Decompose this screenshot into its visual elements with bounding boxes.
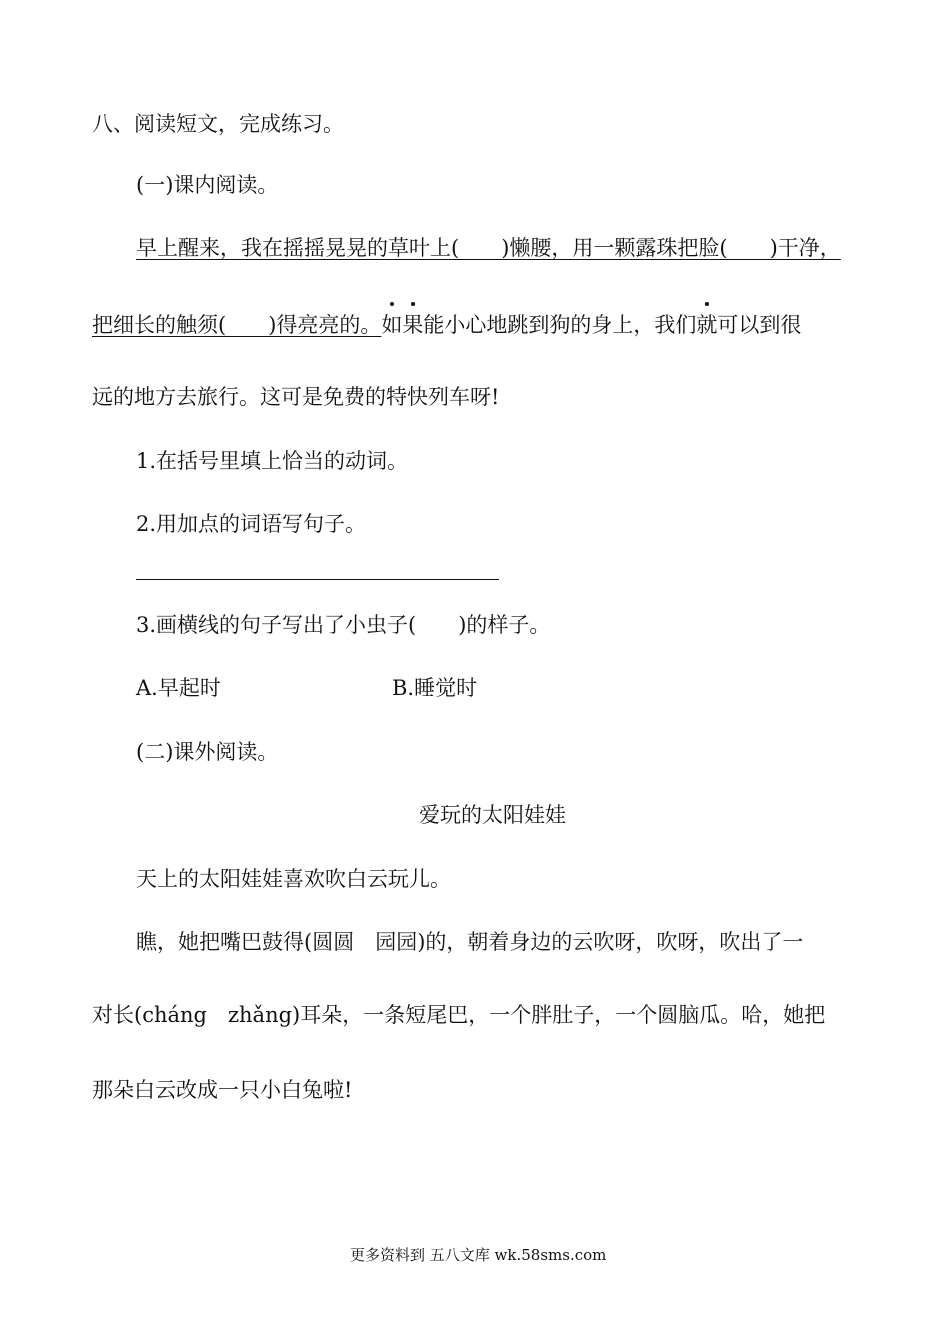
dotted-char-2: 果 xyxy=(402,313,424,337)
passage-line-1: 早上醒来，我在摇摇晃晃的草叶上( )懒腰，用一颗露珠把脸( )干净， xyxy=(136,236,841,260)
story-paragraph-2-line-2: 对长(cháng zhǎng)耳朵，一条短尾巴，一个胖肚子，一个圆脑瓜。哈，她把 xyxy=(92,1003,826,1027)
answer-line[interactable] xyxy=(136,579,499,580)
part1-heading: (一)课内阅读。 xyxy=(136,173,279,197)
passage-text: 能小心地跳到狗的身上，我们 xyxy=(423,313,697,337)
dotted-char-3: 就 xyxy=(696,313,718,337)
question-3: 3.画横线的句子写出了小虫子( )的样子。 xyxy=(136,613,551,637)
passage-text: 可以到很 xyxy=(717,313,802,337)
story-paragraph-2-line-1: 瞧，她把嘴巴鼓得(圆圆 园园)的，朝着身边的云吹呀，吹呀，吹出了一 xyxy=(136,930,804,954)
story-paragraph-1: 天上的太阳娃娃喜欢吹白云玩儿。 xyxy=(136,867,451,891)
dotted-char-1: 如 xyxy=(381,313,403,337)
part2-heading: (二)课外阅读。 xyxy=(136,740,279,764)
option-b[interactable]: B.睡觉时 xyxy=(392,676,478,700)
question-2: 2.用加点的词语写句子。 xyxy=(136,512,367,536)
passage-line-2 xyxy=(92,311,801,339)
story-title: 爱玩的太阳娃娃 xyxy=(419,803,566,827)
underlined-sentence: 把细长的触须( )得亮亮的。 xyxy=(92,313,382,337)
question-1: 1.在括号里填上恰当的动词。 xyxy=(136,449,409,473)
story-paragraph-2-line-3: 那朵白云改成一只小白兔啦! xyxy=(92,1078,353,1102)
passage-line-3: 远的地方去旅行。这可是免费的特快列车呀! xyxy=(92,385,500,409)
footer-text: 更多资料到 五八文库 wk.58sms.com xyxy=(350,1246,607,1264)
option-a[interactable]: A.早起时 xyxy=(136,676,221,700)
section-title: 八、阅读短文，完成练习。 xyxy=(92,112,344,136)
